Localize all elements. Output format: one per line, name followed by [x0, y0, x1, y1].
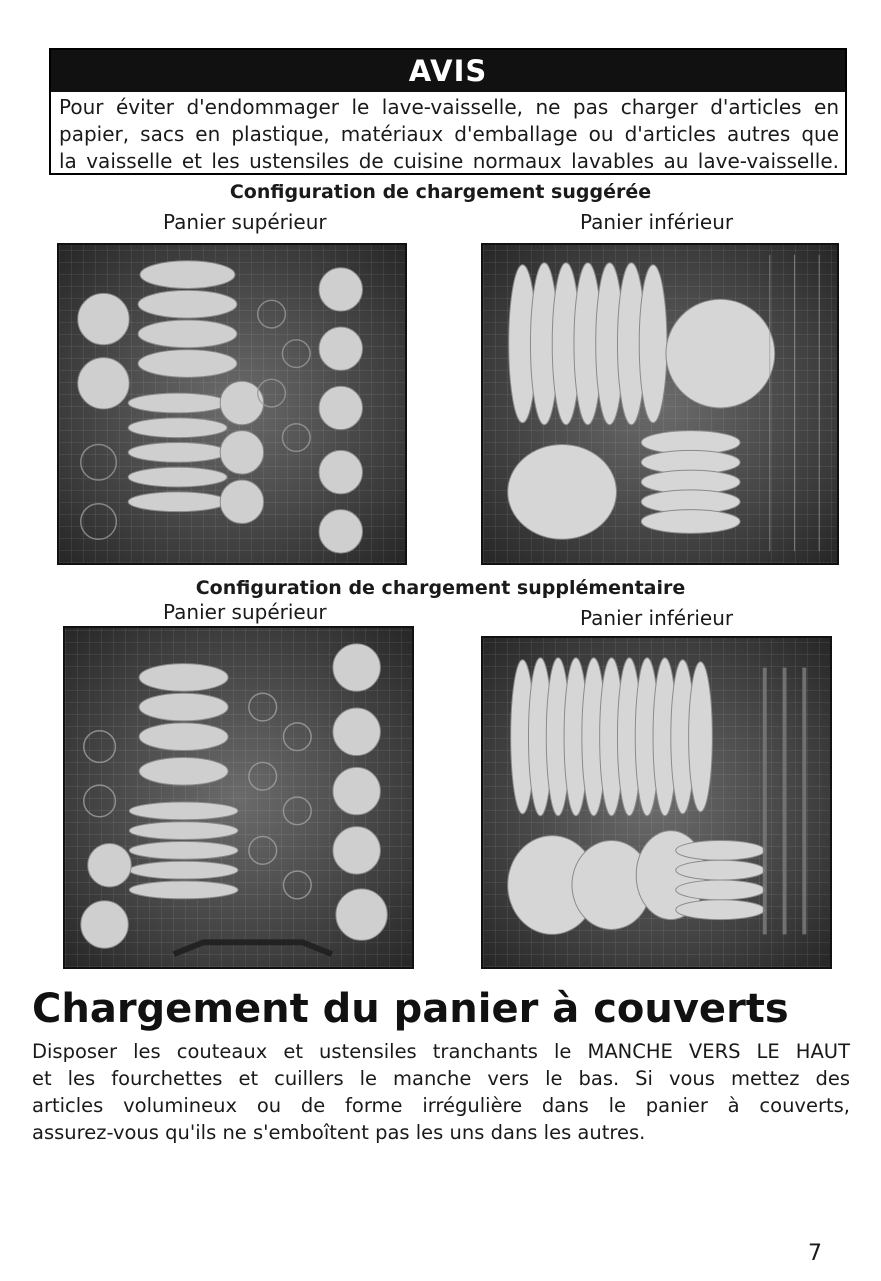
additional-upper-rack-photo [63, 626, 414, 969]
additional-lower-label: Panier inférieur [580, 606, 734, 630]
instruction-line: assurez-vous qu'ils ne s'emboîtent pas les uns dans les autres. [32, 1121, 646, 1144]
notice-box [49, 48, 847, 175]
cutlery-basket-heading: Chargement du panier à couverts [32, 986, 789, 1032]
instruction-line: et les fourchettes et cuillers le manche vers le bas. Si vous mettez des [32, 1067, 850, 1090]
notice-heading: AVIS [51, 50, 845, 92]
additional-upper-label: Panier supérieur [163, 600, 327, 624]
suggested-config-title: Configuration de chargement suggérée [229, 181, 652, 203]
notice-line: papier, sacs en plastique, matériaux d'emballage ou d'articles autres que [59, 122, 839, 146]
suggested-lower-rack-photo [481, 243, 839, 565]
notice-line: Pour éviter d'endommager le lave-vaisselle, ne pas charger d'articles en [59, 95, 839, 119]
additional-lower-rack-photo [481, 636, 832, 969]
suggested-lower-label: Panier inférieur [580, 210, 734, 234]
suggested-upper-label: Panier supérieur [163, 210, 327, 234]
page-number: 7 [808, 1241, 822, 1266]
instruction-line: articles volumineux ou de forme irrégulière dans le panier à couverts, [32, 1094, 850, 1117]
additional-config-title: Configuration de chargement supplémentaire [195, 577, 686, 599]
notice-line: la vaisselle et les ustensiles de cuisine normaux lavables au lave-vaisselle. [59, 149, 839, 173]
notice-text [51, 92, 845, 175]
cutlery-instructions [32, 1038, 850, 1146]
instruction-line: Disposer les couteaux et ustensiles tranchants le MANCHE VERS LE HAUT [32, 1040, 850, 1063]
suggested-upper-rack-photo [57, 243, 407, 565]
